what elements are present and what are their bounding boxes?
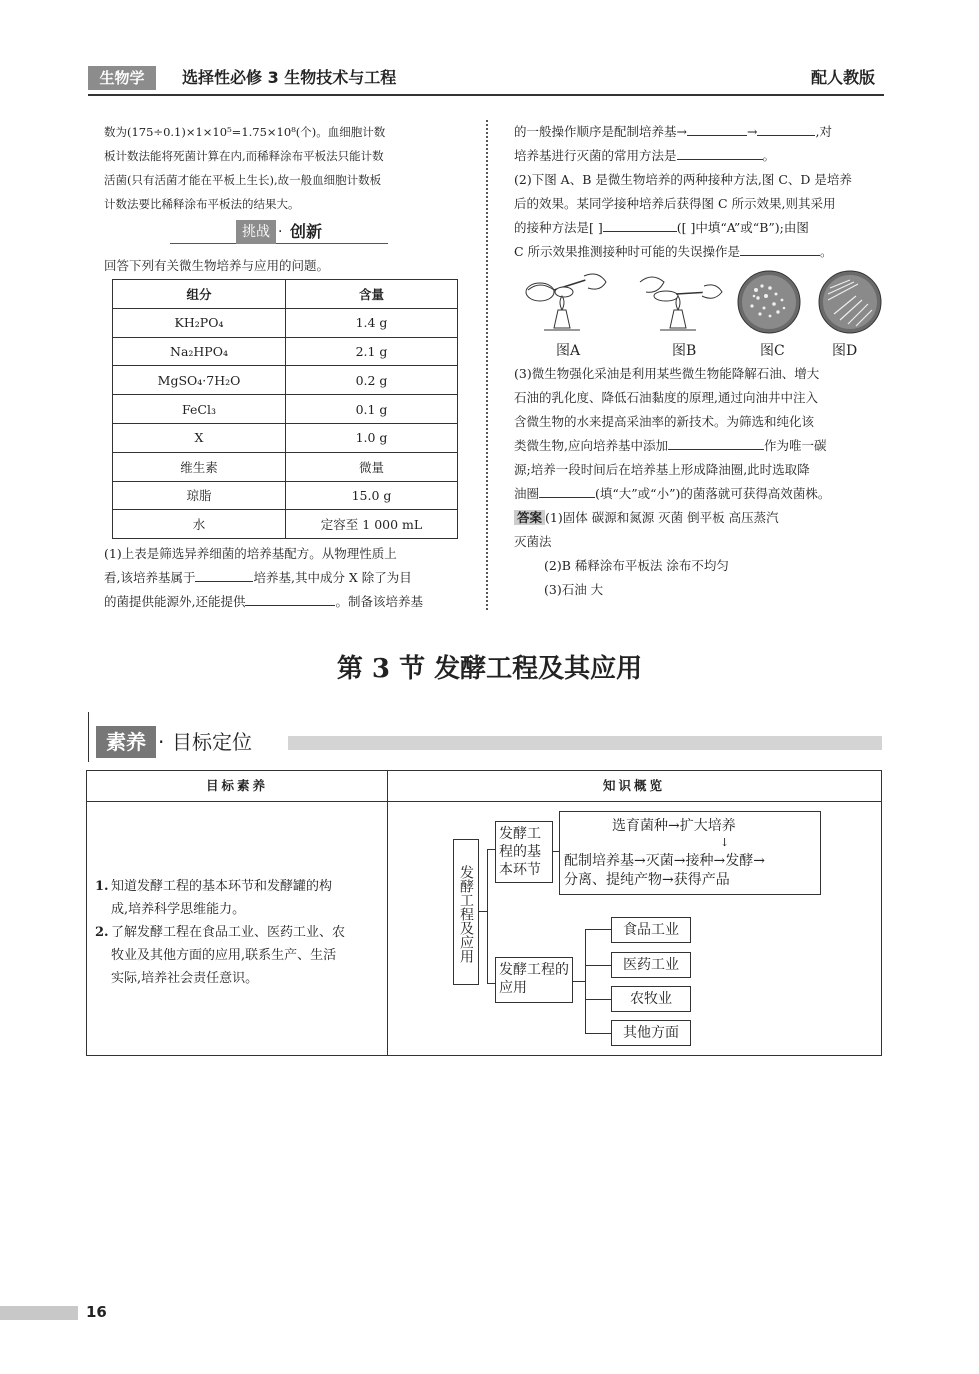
- answer-blank[interactable]: [687, 121, 747, 136]
- q-line: [514, 144, 886, 168]
- q-text: 的接种方法是[ ]: [514, 220, 603, 235]
- answer-blank[interactable]: [603, 217, 677, 232]
- book-title: 选择性必修 3 生物技术与工程: [182, 68, 397, 87]
- diagram-root: 发酵工程及应用: [453, 839, 479, 985]
- goal-num: 2.: [95, 925, 109, 940]
- q-text: 。: [820, 244, 833, 259]
- q-line: 后的效果。某同学接种培养后获得图 C 所示效果,则其采用: [514, 196, 836, 211]
- connector: [487, 983, 495, 984]
- intro-line: 数为(175÷0.1)×1×10⁵=1.75×10⁸(个)。血细胞计数: [104, 125, 386, 139]
- answer-blank[interactable]: [677, 145, 763, 160]
- challenge-badge: 挑战: [236, 220, 276, 244]
- table-row: [113, 481, 458, 510]
- connector: [585, 965, 611, 966]
- table-cell: 微量: [286, 452, 458, 481]
- answer-blank[interactable]: [740, 241, 820, 256]
- q3-line: 源;培养一段时间后在培养基上形成降油圈,此时选取降: [514, 462, 810, 477]
- intro-line: 计数法要比稀释涂布平板法的结果大。: [104, 197, 300, 211]
- answer-line: [514, 506, 886, 530]
- figure-a-label: 图A: [556, 343, 581, 359]
- figure-d-plate: [819, 271, 881, 333]
- branch-basic-steps: 发酵工程的基本环节: [495, 821, 553, 883]
- table-cell: 水: [113, 510, 286, 539]
- table-header: 组分: [113, 280, 286, 309]
- q-line: (2)下图 A、B 是微生物培养的两种接种方法,图 C、D 是培养: [514, 172, 852, 187]
- q-line: [514, 240, 886, 264]
- q1-text: 的菌提供能源外,还能提供: [104, 594, 246, 609]
- table-cell: 1.0 g: [286, 423, 458, 452]
- section-title: 第 3 节 发酵工程及其应用: [336, 654, 643, 684]
- table-row: [113, 395, 458, 424]
- table-col-divider: [387, 771, 388, 1055]
- steps-mid: 配制培养基→灭菌→接种→发酵→: [564, 853, 765, 869]
- connector: [585, 1033, 611, 1034]
- table-cell: 定容至 1 000 mL: [286, 510, 458, 539]
- question-intro: 回答下列有关微生物培养与应用的问题。: [104, 258, 330, 273]
- heading-dot: ·: [158, 730, 165, 754]
- table-row: [113, 308, 458, 337]
- table-cell: 0.2 g: [286, 366, 458, 395]
- goal-num: 1.: [95, 879, 109, 894]
- heading-text: 目标定位: [172, 730, 252, 754]
- q3-line: 含微生物的水来提高采油率的新技术。为筛选和纯化该: [514, 414, 815, 429]
- steps-bot: 分离、提纯产物→获得产品: [564, 872, 730, 888]
- connector: [585, 999, 611, 1000]
- connector: [573, 981, 585, 982]
- figure-a-drawing: [526, 274, 606, 330]
- question-1: [104, 542, 476, 614]
- challenge-rule-left: [170, 243, 236, 244]
- goal-table: [86, 770, 882, 1056]
- steps-arrow: ↓: [720, 836, 730, 849]
- page-number-bar: [0, 1306, 78, 1320]
- challenge-rule-right: [276, 243, 388, 244]
- table-cell: 1.4 g: [286, 308, 458, 337]
- heading-bar: [288, 736, 882, 750]
- figure-d-label: 图D: [832, 343, 858, 359]
- q1-text: 看,该培养基属于: [104, 570, 196, 585]
- table-cell: X: [113, 423, 286, 452]
- goal-header: 目标素养: [87, 771, 387, 802]
- subject-badge: 生物学: [88, 66, 156, 90]
- goal-item: [95, 921, 383, 990]
- table-row: [113, 366, 458, 395]
- table-row: [113, 452, 458, 481]
- q1-line: (1)上表是筛选异养细菌的培养基配方。从物理性质上: [104, 546, 397, 561]
- connector: [585, 929, 611, 930]
- q1-line: [104, 590, 476, 614]
- table-row: [113, 423, 458, 452]
- steps-top: 选育菌种→扩大培养: [612, 818, 736, 834]
- challenge-dot: ·: [278, 224, 283, 240]
- table-cell: 维生素: [113, 452, 286, 481]
- q3-line: [514, 482, 886, 506]
- answer-text: (1)固体 碳源和氮源 灭菌 倒平板 高压蒸汽: [545, 510, 779, 525]
- question-3-block: [514, 362, 886, 602]
- app-agriculture: 农牧业: [611, 986, 691, 1012]
- q-text: 培养基进行灭菌的常用方法是: [514, 148, 677, 163]
- branch-applications: 发酵工程的应用: [495, 957, 573, 1003]
- table-cell: 2.1 g: [286, 337, 458, 366]
- table-cell: FeCl₃: [113, 395, 286, 424]
- steps-box: [559, 811, 821, 895]
- goal-item: [95, 875, 383, 921]
- q3-line: [514, 434, 886, 458]
- page-number: 16: [86, 1303, 107, 1321]
- goal-line: 牧业及其他方面的应用,联系生产、生活: [111, 948, 337, 963]
- goal-list: [95, 875, 383, 990]
- edition-label: 配人教版: [810, 68, 875, 87]
- answer-line: (2)B 稀释涂布平板法 涂布不均匀: [544, 558, 729, 573]
- overview-header: 知识概览: [387, 771, 881, 802]
- q-text: C 所示效果推测接种时可能的失误操作是: [514, 244, 741, 259]
- q1-text: 培养基,其中成分 X 除了为目: [253, 570, 412, 585]
- q3-line: (3)微生物强化采油是利用某些微生物能降解石油、增大: [514, 366, 820, 381]
- q-line: [514, 120, 886, 144]
- table-cell: Na₂HPO₄: [113, 337, 286, 366]
- header-rule: [88, 94, 884, 96]
- q-text: →: [746, 124, 758, 139]
- answer-label: 答案: [514, 510, 545, 525]
- table-cell: 0.1 g: [286, 395, 458, 424]
- q-text: 油圈: [514, 486, 540, 501]
- q1-line: [104, 566, 476, 590]
- goal-line: 实际,培养社会责任意识。: [111, 971, 259, 986]
- connector: [487, 849, 488, 983]
- table-cell: KH₂PO₄: [113, 308, 286, 337]
- answer-blank[interactable]: [757, 121, 815, 136]
- q1-text: 。制备该培养基: [335, 594, 423, 609]
- column-divider: [486, 120, 488, 610]
- answer-blank[interactable]: [539, 483, 595, 498]
- figure-c-plate: [738, 271, 800, 333]
- answer-blank[interactable]: [195, 567, 253, 582]
- figure-c-label: 图C: [760, 343, 785, 359]
- table-row: [113, 337, 458, 366]
- q-text: (填“大”或“小”)的菌落就可获得高效菌株。: [595, 486, 831, 501]
- app-other: 其他方面: [611, 1020, 691, 1046]
- figure-b-label: 图B: [672, 343, 697, 359]
- q-text: ,对: [815, 124, 832, 139]
- connector: [585, 929, 586, 1033]
- table-row: [113, 510, 458, 539]
- question-2-block: [514, 120, 886, 264]
- suyang-badge: 素养: [96, 726, 156, 758]
- q3-line: 石油的乳化度、降低石油黏度的原理,通过向油井中注入: [514, 390, 818, 405]
- intro-line: 活菌(只有活菌才能在平板上生长),故一般血细胞计数板: [104, 173, 382, 187]
- q-text: 作为唯一碳: [763, 438, 827, 453]
- goal-line: 成,培养科学思维能力。: [111, 902, 246, 917]
- q-text: ([ ]中填“A”或“B”);由图: [676, 220, 809, 235]
- medium-table: [112, 279, 458, 539]
- challenge-title: 创新: [290, 222, 323, 241]
- figures-illustration: [514, 268, 886, 340]
- q-text: 类微生物,应向培养基中添加: [514, 438, 668, 453]
- connector: [479, 911, 487, 912]
- q-line: [514, 216, 886, 240]
- intro-line: 板计数法能将死菌计算在内,而稀释涂布平板法只能计数: [104, 149, 384, 163]
- answer-line: (3)石油 大: [544, 582, 604, 597]
- answer-blank[interactable]: [245, 591, 335, 606]
- connector: [487, 849, 495, 850]
- table-header-row: [113, 280, 458, 309]
- app-food-industry: 食品工业: [611, 917, 691, 943]
- table-header: 含量: [286, 280, 458, 309]
- app-pharma-industry: 医药工业: [611, 952, 691, 978]
- goal-line: 知道发酵工程的基本环节和发酵罐的构: [111, 879, 333, 894]
- goal-line: 了解发酵工程在食品工业、医药工业、农: [111, 925, 346, 940]
- q-text: 。: [762, 148, 776, 163]
- answer-line: 灭菌法: [514, 534, 552, 549]
- table-cell: 琼脂: [113, 481, 286, 510]
- table-cell: MgSO₄·7H₂O: [113, 366, 286, 395]
- table-cell: 15.0 g: [286, 481, 458, 510]
- answer-blank[interactable]: [668, 435, 764, 450]
- figure-b-drawing: [640, 277, 722, 330]
- q-text: 的一般操作顺序是配制培养基→: [514, 124, 687, 139]
- heading-bracket: [88, 712, 89, 762]
- intro-paragraph: [104, 120, 476, 216]
